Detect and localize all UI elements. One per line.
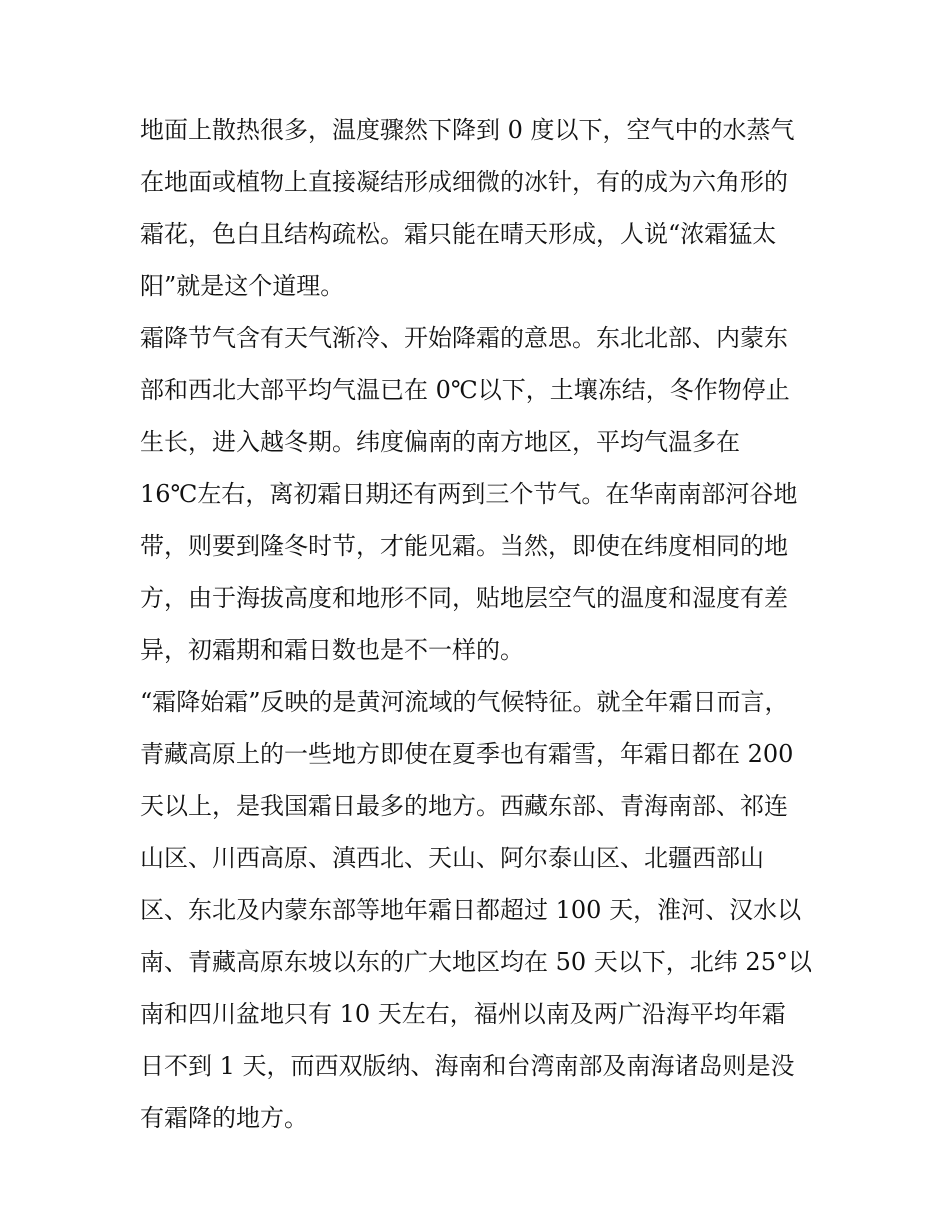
- text-line: 南和四川盆地只有 10 天左右，福州以南及两广沿海平均年霜: [140, 1000, 786, 1028]
- text-line: “霜降始霜”反映的是黄河流域的气候特征。就全年霜日而言，: [140, 688, 789, 716]
- text-line: 青藏高原上的一些地方即使在夏季也有霜雪，年霜日都在 200: [140, 740, 794, 768]
- text-line: 南、青藏高原东坡以东的广大地区均在 50 天以下，北纬 25°以: [140, 948, 812, 976]
- text-line: 部和西北大部平均气温已在 0℃以下，土壤冻结，冬作物停止: [140, 376, 790, 404]
- document-body: [140, 112, 820, 1152]
- text-line: 区、东北及内蒙东部等地年霜日都超过 100 天，淮河、汉水以: [140, 896, 802, 924]
- text-line: 天以上，是我国霜日最多的地方。西藏东部、青海南部、祁连: [140, 792, 788, 820]
- text-line: 日不到 1 天，而西双版纳、海南和台湾南部及南海诸岛则是没: [140, 1052, 795, 1080]
- text-line: 阳”就是这个道理。: [140, 272, 345, 300]
- text-line: 方，由于海拔高度和地形不同，贴地层空气的温度和湿度有差: [140, 584, 788, 612]
- text-line: 在地面或植物上直接凝结形成细微的冰针，有的成为六角形的: [140, 168, 788, 196]
- text-line: 霜降节气含有天气渐冷、开始降霜的意思。东北北部、内蒙东: [140, 324, 788, 352]
- text-line: 霜花，色白且结构疏松。霜只能在晴天形成，人说“浓霜猛太: [140, 220, 777, 248]
- text-line: 16℃左右，离初霜日期还有两到三个节气。在华南南部河谷地: [140, 480, 798, 508]
- text-line: 山区、川西高原、滇西北、天山、阿尔泰山区、北疆西部山: [140, 844, 764, 872]
- text-line: 生长，进入越冬期。纬度偏南的南方地区，平均气温多在: [140, 428, 740, 456]
- text-line: 异，初霜期和霜日数也是不一样的。: [140, 636, 524, 664]
- text-line: 有霜降的地方。: [140, 1104, 308, 1132]
- text-line: 带，则要到隆冬时节，才能见霜。当然，即使在纬度相同的地: [140, 532, 788, 560]
- text-line: 地面上散热很多，温度骤然下降到 0 度以下，空气中的水蒸气: [140, 116, 795, 144]
